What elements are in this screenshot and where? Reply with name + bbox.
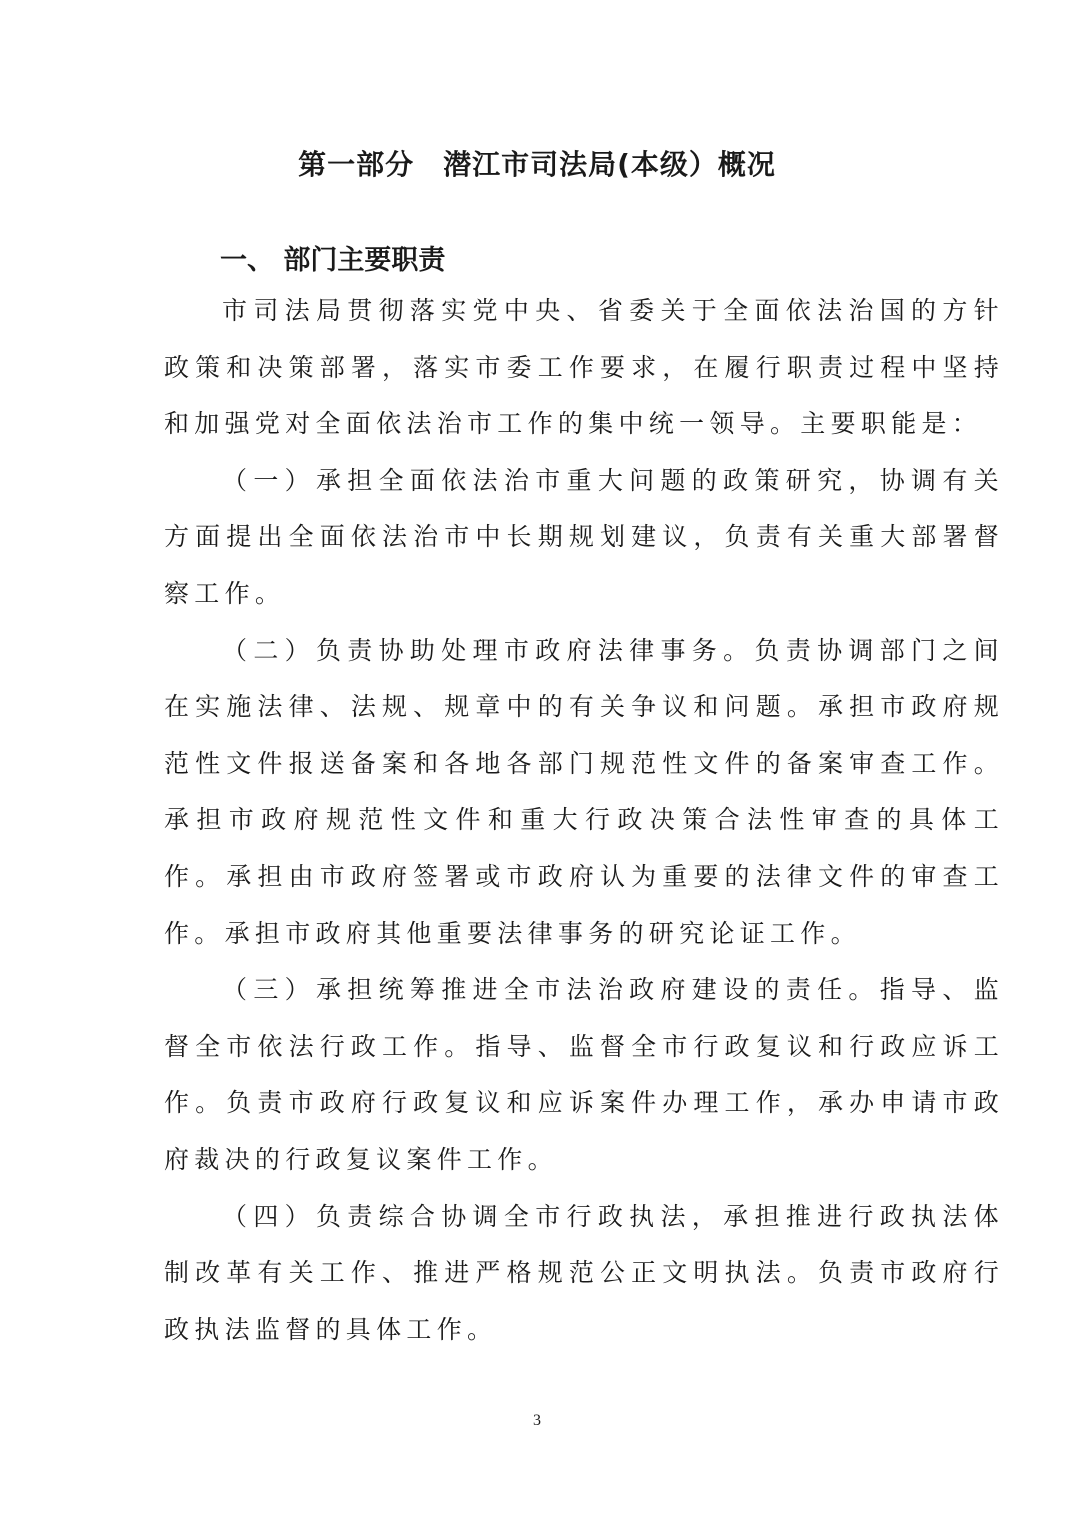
section-heading: 一、 部门主要职责 xyxy=(220,245,446,276)
paragraph-item-3: （三）承担统筹推进全市法治政府建设的责任。指导、监督全市依法行政工作。指导、监督全市行政复议和行政应诉工作。负责市政府行政复议和应诉案件办理工作，承办申请市政府裁决的行政复议案件工作。 xyxy=(164,975,1004,1174)
paragraph-intro: 市司法局贯彻落实党中央、省委关于全面依法治国的方针政策和决策部署，落实市委工作要求，在履行职责过程中坚持和加强党对全面依法治市工作的集中统一领导。主要职能是： xyxy=(164,296,1004,439)
body-text xyxy=(164,283,1004,1358)
page-number: 3 xyxy=(533,1412,541,1429)
paragraph-item-2: （二）负责协助处理市政府法律事务。负责协调部门之间在实施法律、法规、规章中的有关争议和问题。承担市政府规范性文件报送备案和各地各部门规范性文件的备案审查工作。承担市政府规范性文件和重大行政决策合法性审查的具体工作。承担由市政府签署或市政府认为重要的法律文件的审查工作。承担市政府其他重要法律事务的研究论证工作。 xyxy=(164,635,1004,948)
paragraph-item-4: （四）负责综合协调全市行政执法，承担推进行政执法体制改革有关工作、推进严格规范公正文明执法。负责市政府行政执法监督的具体工作。 xyxy=(164,1201,1004,1344)
paragraph-item-1: （一）承担全面依法治市重大问题的政策研究，协调有关方面提出全面依法治市中长期规划建议，负责有关重大部署督察工作。 xyxy=(164,465,1004,608)
page-title: 第一部分 潜江市司法局(本级）概况 xyxy=(298,148,776,181)
